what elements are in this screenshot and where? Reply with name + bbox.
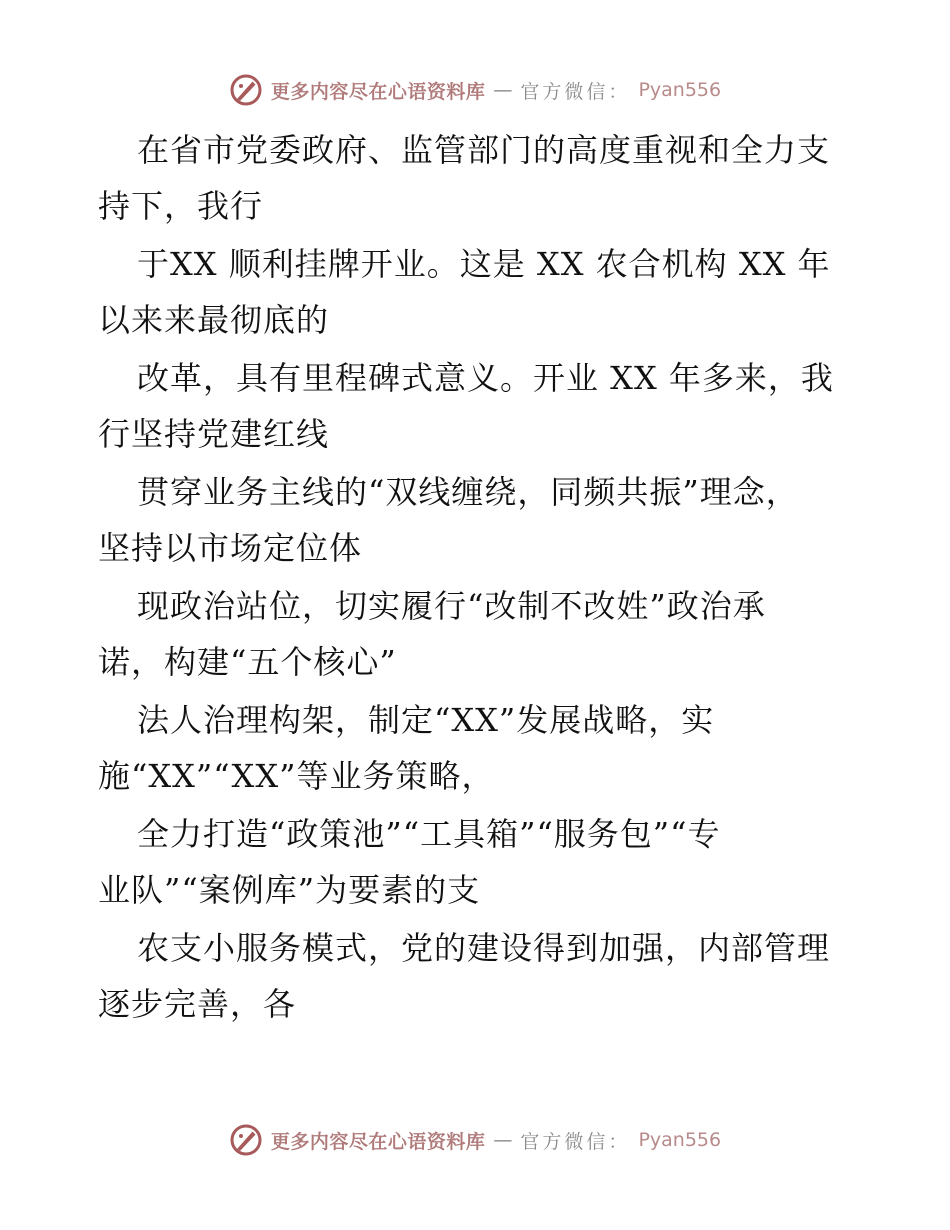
body-line: 全力打造“政策池”“工具箱”“服务包”“专 [137,815,721,853]
body-line: 行坚持党建红线 [98,415,330,453]
footer-brand-text: 更多内容尽在心语资料库 [270,1130,486,1153]
footer-banner [0,1120,950,1160]
body-line: 现政治站位，切实履行“改制不改姓”政治承 [137,587,766,625]
footer-official-label: 官方微信： [520,1130,631,1153]
body-line: 持下，我行 [98,187,264,225]
body-line: 改革，具有里程碑式意义。开业 XX 年多来，我 [137,359,834,397]
body-line: 业队”“案例库”为要素的支 [98,871,481,909]
quill-logo-icon [229,1123,263,1157]
header-banner [0,70,950,110]
quill-logo-icon [229,73,263,107]
body-line: 农支小服务模式，党的建设得到加强，内部管理 [137,929,831,967]
footer-dash: — [493,1129,513,1151]
body-line: 于XX 顺利挂牌开业。这是 XX 农合机构 XX 年 [137,245,831,283]
body-line: 以来来最彻底的 [98,301,330,339]
body-line: 坚持以市场定位体 [98,529,363,567]
body-line: 施“XX”“XX”等业务策略， [98,757,495,795]
header-official-label: 官方微信： [520,80,631,103]
body-line: 法人治理构架，制定“XX”发展战略，实 [137,701,715,739]
header-dash: — [493,79,513,101]
header-brand-text: 更多内容尽在心语资料库 [270,80,486,103]
footer-wechat-id: Pyan556 [638,1129,722,1151]
body-line: 诺，构建“五个核心” [98,643,397,681]
header-wechat-id: Pyan556 [638,79,722,101]
body-line: 贯穿业务主线的“双线缠绕，同频共振”理念， [137,473,799,511]
body-line: 在省市党委政府、监管部门的高度重视和全力支 [137,131,831,169]
body-line: 逐步完善，各 [98,985,297,1023]
